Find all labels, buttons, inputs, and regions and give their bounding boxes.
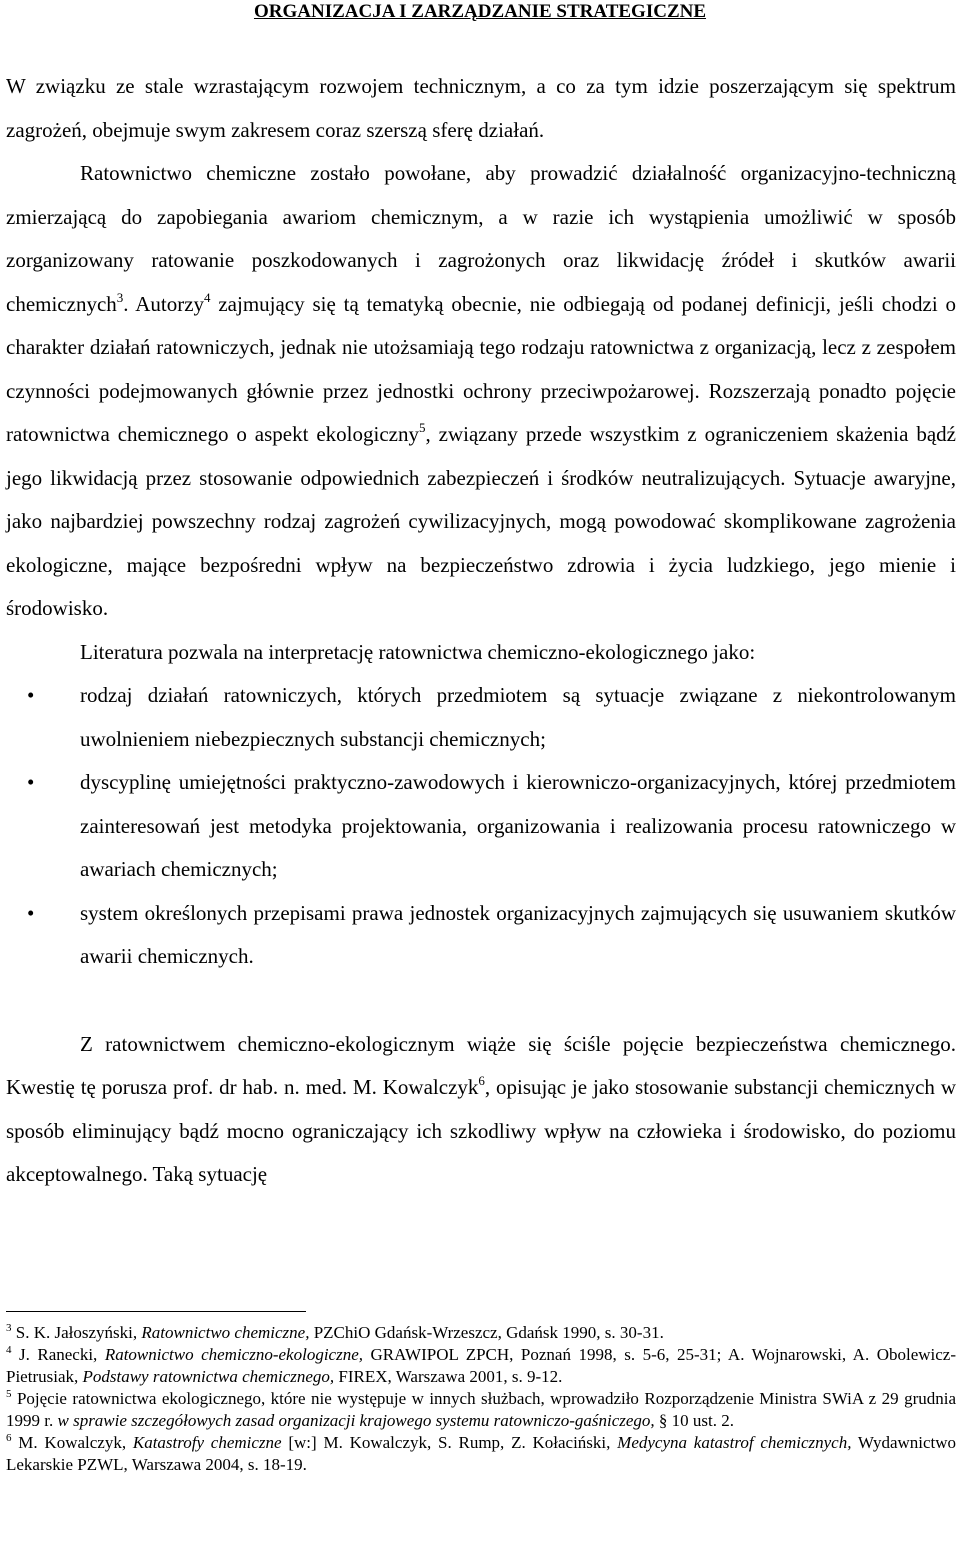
- paragraph-4: [6, 1023, 956, 1197]
- footnote-text: § 10 ust. 2.: [654, 1411, 735, 1430]
- footnote-ref-6[interactable]: 6: [478, 1073, 485, 1088]
- footnote-text: Wydawnictwo Lekarskie PZWL, Warszawa 2004, s. 18-19.: [6, 1433, 957, 1474]
- footnote-6: [6, 1432, 956, 1476]
- paragraph-2-text-d: , związany przede wszystkim z ograniczeniem skażenia bądź jego likwidacją przez stosowanie odpowiednich zabezpieczeń i środków neutralizujących. Sytuacje awaryjne, jako najbardziej powszechny rodzaj zagrożeń cywilizacyjnych, mogą powodować skomplikowane zagrożenia ekologiczne, mające bezpośredni wpływ na bezpieczeństwo zdrowia i życia ludzkiego, jego mienie i środowisko.: [6, 422, 956, 620]
- footnote-title: Ratownictwo chemiczno-ekologiczne,: [104, 1345, 363, 1364]
- footnote-ref-3[interactable]: 3: [116, 289, 124, 305]
- footnote-text: PZChiO Gdańsk-Wrzeszcz, Gdańsk 1990, s. 30-31.: [309, 1323, 664, 1342]
- footnote-text: [w:] M. Kowalczyk, S. Rump, Z. Kołaciński,: [281, 1433, 618, 1452]
- footnote-text: S. K. Jałoszyński,: [15, 1323, 142, 1342]
- paragraph-4-text-a: Z ratownictwem chemiczno-ekologicznym wiąże się ściśle pojęcie bezpieczeństwa chemicznego. Kwestię tę porusza prof. dr hab. n. med. M. Kowalczyk: [6, 1031, 956, 1099]
- footnote-text: FIREX, Warszawa 2001, s. 9-12.: [334, 1367, 563, 1386]
- bullet-icon: •: [27, 900, 35, 925]
- list-item-text: system określonych przepisami prawa jednostek organizacyjnych zajmujących się usuwaniem skutków awarii chemicznych.: [80, 900, 956, 968]
- bullet-list: [6, 674, 956, 979]
- footnote-text: GRAWIPOL ZPCH, Poznań 1998, s. 5-6, 25-31; A. Wojnarowski, A. Obolewicz-Pietrusiak,: [6, 1345, 956, 1386]
- footnote-title: Podstawy ratownictwa chemicznego,: [82, 1367, 335, 1386]
- paragraph-3: Literatura pozwala na interpretację ratownictwa chemiczno-ekologicznego jako:: [80, 639, 756, 664]
- footnote-4: [6, 1344, 956, 1388]
- paragraph-4-text-b: , opisując je jako stosowanie substancji chemicznych w sposób eliminujący bądź mocno ograniczający ich szkodliwy wpływ na człowieka i środowisko, do poziomu akceptowalnego. Taką sytuację: [6, 1075, 956, 1186]
- footnote-number: 5: [6, 1388, 12, 1400]
- paragraph-2-text-c: zajmujący się tą tematyką obecnie, nie odbiegają od podanej definicji, jeśli chodzi o charakter działań ratowniczych, jednak nie utożsamiają tego rodzaju ratownictwa z organizacją, lecz z zespołem czynności podejmowanych głównie przez jednostki ochrony przeciwpożarowej. Rozszerzają ponadto pojęcie ratownictwa chemicznego o aspekt ekologiczny: [6, 291, 956, 446]
- footnote-text: M. Kowalczyk,: [18, 1433, 133, 1452]
- list-item-text: dyscyplinę umiejętności praktyczno-zawodowych i kierowniczo-organizacyjnych, której przedmiotem zainteresowań jest metodyka projektowania, organizowania i realizowania procesu ratowniczego w awariach chemicznych;: [80, 770, 956, 881]
- list-item: [6, 761, 956, 892]
- footnote-3: [6, 1322, 956, 1344]
- footnote-title: w sprawie szczegółowych zasad organizacji krajowego systemu ratowniczo-gaśniczego,: [57, 1411, 655, 1430]
- list-item: [6, 674, 956, 761]
- footnote-5: [6, 1388, 956, 1432]
- main-text: [6, 65, 956, 1197]
- paragraph-2: [6, 152, 956, 631]
- list-item-text: rodzaj działań ratowniczych, których przedmiotem są sytuacje związane z niekontrolowanym uwolnieniem niebezpiecznych substancji chemicznych;: [80, 683, 956, 751]
- paragraph-1: W związku ze stale wzrastającym rozwojem technicznym, a co za tym idzie poszerzającym się spektrum zagrożeń, obejmuje swym zakresem coraz szerszą sferę działań.: [6, 74, 956, 142]
- bullet-icon: •: [27, 770, 35, 794]
- spacer: [6, 979, 956, 1023]
- footnote-number: 3: [6, 1322, 12, 1334]
- footnote-text: J. Ranecki,: [19, 1345, 105, 1364]
- footnote-title: Medycyna katastrof chemicznych,: [617, 1433, 852, 1452]
- footnote-separator: [6, 1311, 306, 1312]
- footnote-ref-4[interactable]: 4: [204, 289, 211, 305]
- running-header: ORGANIZACJA I ZARZĄDZANIE STRATEGICZNE: [253, 1, 707, 22]
- footnote-ref-5[interactable]: 5: [418, 420, 426, 435]
- footnote-text: Pojęcie ratownictwa ekologicznego, które nie występuje w innych służbach, wprowadziło Rozporządzenie Ministra SWiA z 29 grudnia 1999 r.: [6, 1389, 957, 1430]
- footnote-number: 4: [6, 1344, 12, 1356]
- paragraph-2-text-a: Ratownictwo chemiczne zostało powołane, aby prowadzić działalność organizacyjno-techniczną zmierzającą do zapobiegania awariom chemicznym, a w razie ich wystąpienia umożliwić w sposób zorganizowany ratowanie poszkodowanych i zagrożonych oraz likwidację źródeł i skutków awarii chemicznych: [6, 161, 956, 316]
- paragraph-2-text-b: . Autorzy: [123, 291, 205, 316]
- list-item: [6, 892, 956, 979]
- footnote-number: 6: [6, 1432, 12, 1444]
- footnotes: [6, 1322, 956, 1476]
- footnote-title: Ratownictwo chemiczne,: [141, 1323, 310, 1342]
- footnote-title: Katastrofy chemiczne: [132, 1433, 282, 1452]
- bullet-icon: •: [27, 683, 35, 707]
